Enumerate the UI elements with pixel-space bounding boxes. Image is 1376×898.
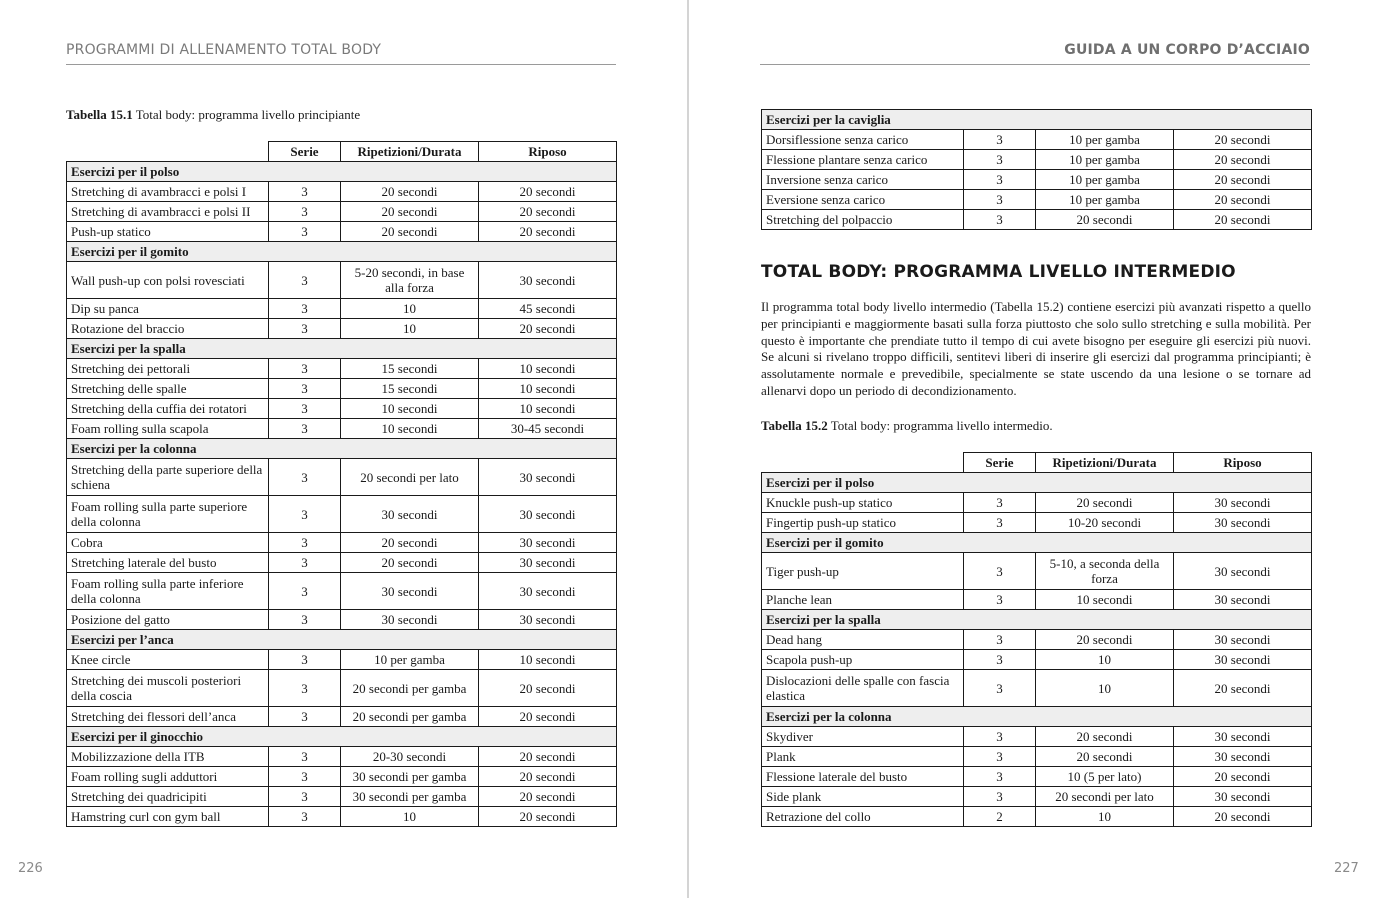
exercise-cell: Foam rolling sulla scapola (67, 419, 269, 439)
sets-cell: 3 (269, 553, 341, 573)
rest-cell: 30-45 secondi (479, 419, 617, 439)
table-caption-label: Tabella 15.1 (66, 107, 133, 122)
table-row (762, 807, 1312, 827)
rest-cell: 30 secondi (479, 496, 617, 533)
sets-cell: 3 (964, 130, 1036, 150)
reps-cell: 30 secondi (341, 496, 479, 533)
reps-cell: 20 secondi (341, 533, 479, 553)
exercise-cell: Dorsiflessione senza carico (762, 130, 964, 150)
rest-cell: 30 secondi (1174, 747, 1312, 767)
rest-cell: 20 secondi (1174, 130, 1312, 150)
exercise-cell: Stretching della parte superiore della schiena (67, 459, 269, 496)
page-number-left: 226 (18, 861, 43, 876)
exercise-cell: Stretching dei quadricipiti (67, 787, 269, 807)
table-row (762, 513, 1312, 533)
sets-cell: 3 (269, 359, 341, 379)
reps-cell: 20 secondi per gamba (341, 670, 479, 707)
rest-cell: 10 secondi (479, 379, 617, 399)
sets-cell: 3 (269, 202, 341, 222)
reps-cell: 15 secondi (341, 359, 479, 379)
reps-cell: 20 secondi (341, 222, 479, 242)
table-row (762, 650, 1312, 670)
exercise-cell: Rotazione del braccio (67, 319, 269, 339)
table-section-header (67, 162, 617, 182)
reps-cell: 20 secondi (341, 553, 479, 573)
sets-cell: 3 (269, 182, 341, 202)
rest-cell: 45 secondi (479, 299, 617, 319)
section-label: Esercizi per il ginocchio (67, 727, 617, 747)
sets-cell: 3 (269, 533, 341, 553)
header-cell-sets: Serie (269, 142, 341, 162)
sets-cell: 3 (269, 459, 341, 496)
table-row (762, 590, 1312, 610)
reps-cell: 10 secondi (341, 399, 479, 419)
reps-cell: 20 secondi (1036, 747, 1174, 767)
table-caption (761, 418, 1053, 434)
rest-cell: 20 secondi (479, 747, 617, 767)
exercise-cell: Stretching del polpaccio (762, 210, 964, 230)
exercise-cell: Inversione senza carico (762, 170, 964, 190)
sets-cell: 3 (964, 170, 1036, 190)
sets-cell: 3 (964, 493, 1036, 513)
table-section-header (762, 533, 1312, 553)
table-row (67, 222, 617, 242)
sets-cell: 3 (269, 610, 341, 630)
rest-cell: 20 secondi (1174, 807, 1312, 827)
exercise-cell: Stretching delle spalle (67, 379, 269, 399)
section-label: Esercizi per la spalla (67, 339, 617, 359)
sets-cell: 3 (964, 210, 1036, 230)
rest-cell: 20 secondi (1174, 150, 1312, 170)
reps-cell: 20-30 secondi (341, 747, 479, 767)
rest-cell: 20 secondi (479, 182, 617, 202)
table-row (67, 553, 617, 573)
rest-cell: 20 secondi (479, 807, 617, 827)
table-section-header (67, 242, 617, 262)
reps-cell: 30 secondi per gamba (341, 767, 479, 787)
header-cell-reps: Ripetizioni/Durata (341, 142, 479, 162)
exercise-cell: Posizione del gatto (67, 610, 269, 630)
table-section-header (762, 110, 1312, 130)
exercise-cell: Push-up statico (67, 222, 269, 242)
sets-cell: 3 (964, 590, 1036, 610)
exercise-cell: Flessione laterale del busto (762, 767, 964, 787)
rest-cell: 30 secondi (1174, 553, 1312, 590)
rest-cell: 20 secondi (1174, 210, 1312, 230)
table-row (67, 262, 617, 299)
table-row (67, 533, 617, 553)
rest-cell: 30 secondi (479, 459, 617, 496)
table-row (762, 767, 1312, 787)
reps-cell: 5-20 secondi, in base alla forza (341, 262, 479, 299)
reps-cell: 10 per gamba (1036, 170, 1174, 190)
header-cell-reps: Ripetizioni/Durata (1036, 453, 1174, 473)
rest-cell: 30 secondi (479, 553, 617, 573)
sets-cell: 3 (269, 787, 341, 807)
reps-cell: 20 secondi per gamba (341, 707, 479, 727)
table-row (67, 610, 617, 630)
reps-cell: 20 secondi per lato (1036, 787, 1174, 807)
exercise-cell: Foam rolling sugli adduttori (67, 767, 269, 787)
rest-cell: 20 secondi (479, 319, 617, 339)
exercise-cell: Planche lean (762, 590, 964, 610)
rest-cell: 30 secondi (479, 573, 617, 610)
exercise-cell: Wall push-up con polsi rovesciati (67, 262, 269, 299)
table-row (67, 359, 617, 379)
exercise-cell: Cobra (67, 533, 269, 553)
header-cell-rest: Riposo (1174, 453, 1312, 473)
reps-cell: 20 secondi (1036, 210, 1174, 230)
sets-cell: 3 (269, 379, 341, 399)
exercise-cell: Dislocazioni delle spalle con fascia elastica (762, 670, 964, 707)
table-row (762, 747, 1312, 767)
reps-cell: 10 (5 per lato) (1036, 767, 1174, 787)
exercise-table-continued (761, 109, 1312, 230)
reps-cell: 20 secondi (1036, 493, 1174, 513)
table-row (67, 202, 617, 222)
table-row (67, 787, 617, 807)
sets-cell: 3 (964, 727, 1036, 747)
exercise-cell: Eversione senza carico (762, 190, 964, 210)
reps-cell: 10-20 secondi (1036, 513, 1174, 533)
table-row (67, 650, 617, 670)
sets-cell: 3 (269, 573, 341, 610)
sets-cell: 3 (269, 262, 341, 299)
table-row (67, 419, 617, 439)
exercise-cell: Retrazione del collo (762, 807, 964, 827)
sets-cell: 3 (269, 299, 341, 319)
exercise-cell: Foam rolling sulla parte inferiore della colonna (67, 573, 269, 610)
reps-cell: 20 secondi (1036, 630, 1174, 650)
sets-cell: 3 (269, 747, 341, 767)
sets-cell: 3 (269, 707, 341, 727)
exercise-cell: Dip su panca (67, 299, 269, 319)
section-label: Esercizi per la colonna (67, 439, 617, 459)
sets-cell: 3 (964, 630, 1036, 650)
reps-cell: 30 secondi (341, 573, 479, 610)
sets-cell: 3 (269, 670, 341, 707)
table-row (762, 727, 1312, 747)
rest-cell: 30 secondi (1174, 493, 1312, 513)
rest-cell: 20 secondi (479, 707, 617, 727)
body-paragraph: Il programma total body livello intermedio (Tabella 15.2) contiene esercizi più avanzati rispetto a quello per principianti e maggiormente basati sulla forza piuttosto che solo sullo stretching e sulla mobilità. Per questo è importante che prendiate tutto il tempo di cui avete bisogno per eseguire gli esercizi più nuovi. Se alcuni si rivelano troppo difficili, sentitevi liberi di inserire gli esercizi dal programma principianti; è assolutamente normale e prevedibile, specialmente se state uscendo da una lesione o se tornare ad allenarvi dopo un periodo di decondizionamento. (761, 299, 1311, 398)
sets-cell: 3 (269, 319, 341, 339)
reps-cell: 10 (341, 299, 479, 319)
header-cell-exercise (67, 142, 269, 162)
reps-cell: 10 per gamba (341, 650, 479, 670)
reps-cell: 30 secondi (341, 610, 479, 630)
sets-cell: 3 (269, 496, 341, 533)
header-cell-exercise (762, 453, 964, 473)
exercise-table-intermediate (761, 452, 1312, 827)
rest-cell: 20 secondi (479, 202, 617, 222)
section-title: TOTAL BODY: PROGRAMMA LIVELLO INTERMEDIO (761, 262, 1236, 282)
table-row (67, 182, 617, 202)
table-section-header (67, 630, 617, 650)
sets-cell: 2 (964, 807, 1036, 827)
table-caption-label: Tabella 15.2 (761, 418, 828, 433)
table-section-header (762, 473, 1312, 493)
exercise-cell: Foam rolling sulla parte superiore della colonna (67, 496, 269, 533)
rest-cell: 30 secondi (479, 262, 617, 299)
rest-cell: 10 secondi (479, 359, 617, 379)
rest-cell: 30 secondi (1174, 787, 1312, 807)
table-row (67, 319, 617, 339)
rest-cell: 20 secondi (479, 670, 617, 707)
section-label: Esercizi per la caviglia (762, 110, 1312, 130)
sets-cell: 3 (964, 787, 1036, 807)
table-caption (66, 107, 360, 123)
table-row (762, 170, 1312, 190)
rest-cell: 30 secondi (1174, 513, 1312, 533)
reps-cell: 20 secondi (1036, 727, 1174, 747)
rest-cell: 30 secondi (479, 533, 617, 553)
sets-cell: 3 (269, 650, 341, 670)
sets-cell: 3 (964, 747, 1036, 767)
reps-cell: 10 (1036, 670, 1174, 707)
table-row (762, 150, 1312, 170)
table-row (762, 787, 1312, 807)
sets-cell: 3 (269, 222, 341, 242)
section-label: Esercizi per la colonna (762, 707, 1312, 727)
reps-cell: 15 secondi (341, 379, 479, 399)
rest-cell: 20 secondi (479, 222, 617, 242)
table-row (762, 670, 1312, 707)
exercise-cell: Knee circle (67, 650, 269, 670)
sets-cell: 3 (964, 670, 1036, 707)
rest-cell: 20 secondi (479, 787, 617, 807)
table-row (762, 130, 1312, 150)
reps-cell: 10 (1036, 650, 1174, 670)
table-row (762, 210, 1312, 230)
reps-cell: 10 secondi (1036, 590, 1174, 610)
page-number-right: 227 (1334, 861, 1359, 876)
table-row (67, 496, 617, 533)
reps-cell: 10 (341, 319, 479, 339)
reps-cell: 20 secondi (341, 202, 479, 222)
sets-cell: 3 (964, 150, 1036, 170)
table-row (67, 399, 617, 419)
table-row (67, 379, 617, 399)
rest-cell: 30 secondi (1174, 630, 1312, 650)
exercise-cell: Stretching di avambracci e polsi II (67, 202, 269, 222)
exercise-cell: Mobilizzazione della ITB (67, 747, 269, 767)
sets-cell: 3 (964, 767, 1036, 787)
exercise-cell: Stretching dei pettorali (67, 359, 269, 379)
exercise-cell: Knuckle push-up statico (762, 493, 964, 513)
reps-cell: 10 per gamba (1036, 190, 1174, 210)
reps-cell: 10 per gamba (1036, 150, 1174, 170)
table-row (762, 493, 1312, 513)
table-row (67, 767, 617, 787)
exercise-cell: Stretching dei muscoli posteriori della coscia (67, 670, 269, 707)
exercise-cell: Stretching laterale del busto (67, 553, 269, 573)
reps-cell: 10 secondi (341, 419, 479, 439)
right-page (689, 0, 1376, 898)
rest-cell: 30 secondi (1174, 650, 1312, 670)
table-row (67, 670, 617, 707)
exercise-cell: Tiger push-up (762, 553, 964, 590)
rest-cell: 30 secondi (479, 610, 617, 630)
table-caption-text: Total body: programma livello principiante (132, 107, 361, 122)
exercise-cell: Side plank (762, 787, 964, 807)
reps-cell: 10 (341, 807, 479, 827)
exercise-cell: Skydiver (762, 727, 964, 747)
reps-cell: 20 secondi per lato (341, 459, 479, 496)
rest-cell: 20 secondi (1174, 190, 1312, 210)
exercise-cell: Dead hang (762, 630, 964, 650)
rest-cell: 10 secondi (479, 650, 617, 670)
sets-cell: 3 (964, 650, 1036, 670)
sets-cell: 3 (964, 190, 1036, 210)
reps-cell: 30 secondi per gamba (341, 787, 479, 807)
table-row (67, 707, 617, 727)
section-label: Esercizi per il polso (67, 162, 617, 182)
reps-cell: 10 per gamba (1036, 130, 1174, 150)
exercise-cell: Flessione plantare senza carico (762, 150, 964, 170)
sets-cell: 3 (269, 807, 341, 827)
reps-cell: 10 (1036, 807, 1174, 827)
header-cell-sets: Serie (964, 453, 1036, 473)
table-row (67, 747, 617, 767)
exercise-cell: Stretching dei flessori dell’anca (67, 707, 269, 727)
rest-cell: 20 secondi (1174, 670, 1312, 707)
reps-cell: 5-10, a seconda della forza (1036, 553, 1174, 590)
rest-cell: 20 secondi (1174, 170, 1312, 190)
section-label: Esercizi per la spalla (762, 610, 1312, 630)
exercise-cell: Hamstring curl con gym ball (67, 807, 269, 827)
rest-cell: 30 secondi (1174, 727, 1312, 747)
rest-cell: 20 secondi (479, 767, 617, 787)
exercise-cell: Scapola push-up (762, 650, 964, 670)
table-row (67, 299, 617, 319)
rest-cell: 30 secondi (1174, 590, 1312, 610)
running-head-left: PROGRAMMI DI ALLENAMENTO TOTAL BODY (66, 42, 382, 58)
rest-cell: 10 secondi (479, 399, 617, 419)
table-section-header (67, 339, 617, 359)
sets-cell: 3 (964, 513, 1036, 533)
section-label: Esercizi per il polso (762, 473, 1312, 493)
header-cell-rest: Riposo (479, 142, 617, 162)
sets-cell: 3 (269, 399, 341, 419)
header-rule (760, 64, 1310, 65)
exercise-cell: Stretching di avambracci e polsi I (67, 182, 269, 202)
table-row (67, 807, 617, 827)
table-caption-text: Total body: programma livello intermedio. (827, 418, 1053, 433)
table-row (67, 459, 617, 496)
reps-cell: 20 secondi (341, 182, 479, 202)
exercise-table-beginner (66, 141, 617, 827)
header-rule (66, 64, 616, 65)
section-label: Esercizi per il gomito (67, 242, 617, 262)
section-label: Esercizi per l’anca (67, 630, 617, 650)
exercise-cell: Fingertip push-up statico (762, 513, 964, 533)
exercise-cell: Stretching della cuffia dei rotatori (67, 399, 269, 419)
table-section-header (762, 707, 1312, 727)
table-section-header (67, 727, 617, 747)
sets-cell: 3 (269, 419, 341, 439)
table-row (762, 190, 1312, 210)
section-label: Esercizi per il gomito (762, 533, 1312, 553)
rest-cell: 20 secondi (1174, 767, 1312, 787)
running-head-right: GUIDA A UN CORPO D’ACCIAIO (1064, 42, 1310, 58)
sets-cell: 3 (269, 767, 341, 787)
table-section-header (67, 439, 617, 459)
table-row (762, 630, 1312, 650)
table-row (67, 573, 617, 610)
table-row (762, 553, 1312, 590)
table-section-header (762, 610, 1312, 630)
exercise-cell: Plank (762, 747, 964, 767)
sets-cell: 3 (964, 553, 1036, 590)
